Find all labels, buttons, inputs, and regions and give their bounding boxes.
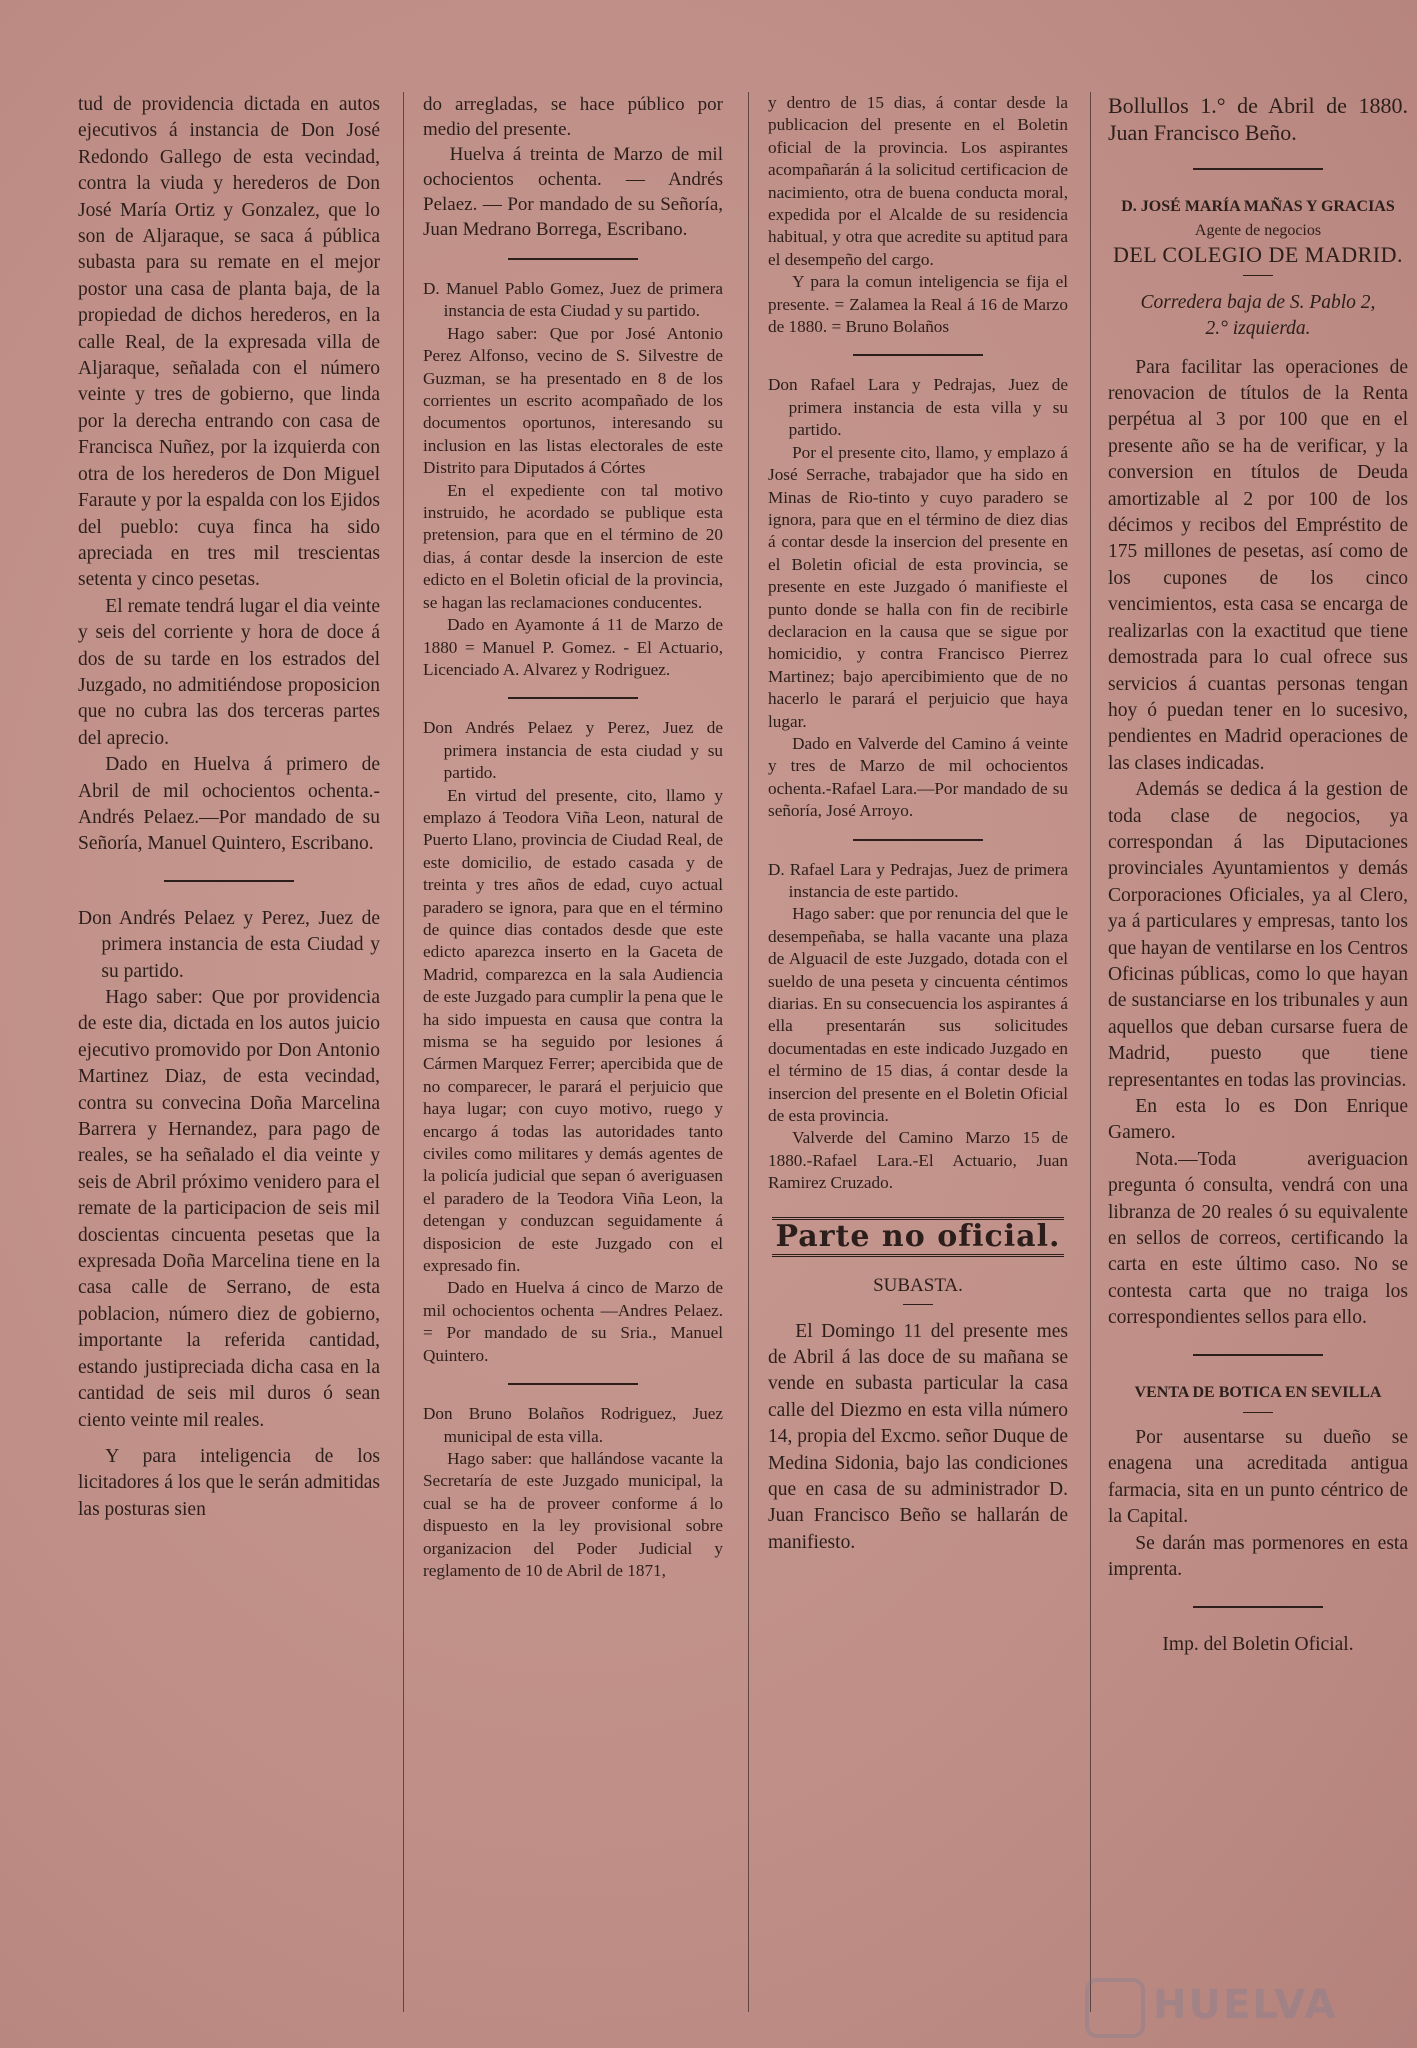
notice-heading: Don Andrés Pelaez y Perez, Juez de primera instancia de esta Ciudad y su partido. xyxy=(78,907,380,982)
text-paragraph: Se darán mas pormenores en esta imprenta. xyxy=(1108,1532,1408,1581)
text-paragraph: Por ausentarse su dueño se enagena una acreditada antigua farmacia, sita en un punto céntrico de la Capital. xyxy=(1108,1427,1408,1528)
separator-rule xyxy=(1243,1412,1273,1413)
column-4 xyxy=(1108,92,1408,2032)
text-paragraph: Nota.—Toda averiguacion pregunta ó consulta, vendrá con una libranza de 20 reales ó su equivalente en sellos de correos, certificando la carta en este último caso. No se contesta carta que no traiga los correspondientes sellos para ello. xyxy=(1108,1148,1408,1329)
column-3 xyxy=(768,92,1068,2032)
text-paragraph: Hago saber: Que por providencia de este dia, dictada en los autos juicio ejecutivo promovido por Don Antonio Martinez Diaz, de esta vecindad, contra su convecina Doña Marcelina Barrera y Hernandez, para pago de reales, se ha señalado el dia veinte y seis de Abril próximo venidero para el remate de la participacion de seis mil doscientas cincuenta pesetas que la expresada Doña Marcelina tiene en la casa calle de Serrano, de esta poblacion, número diez de gobierno, importante la referida cantidad, estando justipreciada dicha casa en la cantidad de seis mil duros ó sean ciento veinte mil reales. xyxy=(78,987,380,1431)
agent-role: Agente de negocios xyxy=(1194,222,1322,240)
separator-rule xyxy=(1193,168,1323,170)
section-heading: Parte no oficial. xyxy=(772,1217,1064,1257)
text-paragraph: Y para inteligencia de los licitadores á los que le serán admitidas las posturas sien xyxy=(78,1445,380,1520)
text-paragraph: Para facilitar las operaciones de renovacion de títulos de la Renta perpétua al 3 por 100 que en el presente año se ha de verificar, y la conversion en títulos de Deuda amortizable al 2 por 100 de los décimos y recibos del Empréstito de 175 millones de pesetas, así como de los cupones de los cinco vencimientos, esta casa se encarga de realizarlas con la exactitud que tiene demostrada para lo cual ofrece sus servicios á cuantas personas tengan hoy ó puedan tener en lo sucesivo, pendientes en Madrid operaciones de las clases indicadas. xyxy=(1108,356,1408,774)
column-1 xyxy=(78,92,380,2032)
text-paragraph: En virtud del presente, cito, llamo y emplazo á Teodora Viña Leon, natural de Puerto Llano, provincia de Ciudad Real, de este domicilio, de estado casada y de treinta y tres años de edad, cuyo actual paradero se ignora, para que en el término de quince dias contados desde que este edicto aparezca inserto en la Gaceta de Madrid, comparezca en la sala Audiencia de este Juzgado para cumplir la pena que le ha sido impuesta en causa que contra la misma se ha seguido por lesiones á Cármen Marquez Ferrer; apercibida que de no comparecer, le parará el perjuicio que haya lugar; con cuyo motivo, ruego y encargo á todas las autoridades tanto civiles como militares y demás agentes de la policía judicial que sepan ó averiguasen el paradero de la Teodora Viña Leon, la detengan y conduzcan seguidamente á disposicion de este Juzgado con el expresado fin. xyxy=(423,785,723,1276)
text-paragraph: do arregladas, se hace público por medio del presente. xyxy=(423,94,723,140)
provincial-seal-icon xyxy=(1085,1978,1145,2038)
notice-heading: D. Manuel Pablo Gomez, Juez de primera instancia de esta Ciudad y su partido. xyxy=(423,279,723,321)
text-paragraph: Hago saber: que hallándose vacante la Secretaría de este Juzgado municipal, la cual se ha de proveer conforme á lo dispuesto en la ley provisional sobre organizacion del Poder Judicial y reglamento de 10 de Abril de 1871, xyxy=(423,1448,723,1580)
watermark xyxy=(1085,1976,1338,2036)
notice-heading: D. Rafael Lara y Pedrajas, Juez de primera instancia de este partido. xyxy=(768,859,1068,901)
text-paragraph: Dado en Ayamonte á 11 de Marzo de 1880 = Manuel P. Gomez. - El Actuario, Licenciado A. Alvarez y Rodriguez. xyxy=(423,615,723,679)
separator-rule xyxy=(508,258,638,260)
text-paragraph: Dado en Huelva á cinco de Marzo de mil ochocientos ochenta —Andres Pelaez. = Por mandado de su Sria., Manuel Quintero. xyxy=(423,1278,723,1365)
separator-rule xyxy=(508,697,638,699)
separator-rule xyxy=(853,354,983,356)
text-paragraph: y dentro de 15 dias, á contar desde la publicacion del presente en el Boletin oficial de la provincia. Los aspirantes acompañarán á la solicitud certificacion de nacimiento, otra de buena conducta moral, expedida por el Alcalde de su residencia habitual, y otra que acredite su aptitud para el desempeño del cargo. xyxy=(768,93,1068,269)
separator-rule xyxy=(508,1383,638,1385)
text-paragraph: Dado en Huelva á primero de Abril de mil ochocientos ochenta.-Andrés Pelaez.—Por mandado de su Señoría, Manuel Quintero, Escribano. xyxy=(78,754,380,855)
agent-name: D. JOSÉ MARÍA MAÑAS Y GRACIAS xyxy=(1121,198,1395,215)
text-paragraph: El Domingo 11 del presente mes de Abril á las doce de su mañana se vende en subasta particular la casa calle del Diezmo en esta villa número 14, propia del Excmo. señor Duque de Medina Sidonia, bajo las condiciones que en casa de su administrador D. Juan Francisco Beño se hallarán de manifiesto. xyxy=(768,1320,1068,1553)
text-paragraph: Además se dedica á la gestion de toda clase de negocios, ya correspondan á las Diputaciones provinciales Ayuntamientos y demás Corporaciones Oficiales, ya al Clero, ya á particulares y empresas, tanto los que hayan de ventilarse en los Centros Oficinas públicas, como lo que hayan de sustanciarse en los tribunales y aun aquellos que deban cursarse fuera de Madrid, puesto que tiene representantes en todas las provincias. xyxy=(1108,779,1408,1091)
agent-address: 2.° izquierda. xyxy=(1205,318,1311,340)
text-paragraph: En esta lo es Don Enrique Gamero. xyxy=(1108,1096,1408,1144)
text-paragraph: Dado en Valverde del Camino á veinte y tres de Marzo de mil ochocientos ochenta.-Rafael Lara.—Por mandado de su señoría, José Arroyo. xyxy=(768,733,1068,821)
separator-rule xyxy=(1193,1606,1323,1608)
separator-rule xyxy=(903,1304,933,1305)
notice-heading: Don Bruno Bolaños Rodriguez, Juez municipal de esta villa. xyxy=(423,1404,723,1446)
separator-rule xyxy=(1193,1354,1323,1356)
watermark-text: HUELVA xyxy=(1153,1982,1338,2028)
text-paragraph: En el expediente con tal motivo instruido, he acordado se publique esta pretension, para que en el término de 20 dias, á contar desde la insercion de este edicto en el Boletin oficial de la provincia, se hagan las reclamaciones conducentes. xyxy=(423,480,723,612)
column-divider xyxy=(1090,92,1091,2012)
column-divider xyxy=(748,92,749,2012)
column-2 xyxy=(423,92,723,2032)
agent-college: DEL COLEGIO DE MADRID. xyxy=(1112,242,1404,268)
notice-heading: Don Andrés Pelaez y Perez, Juez de primera instancia de esta ciudad y su partido. xyxy=(423,718,723,783)
sale-title: VENTA DE BOTICA EN SEVILLA xyxy=(1134,1383,1382,1401)
imprint: Imp. del Boletin Oficial. xyxy=(1162,1633,1354,1655)
separator-rule xyxy=(1243,275,1273,276)
text-paragraph: Hago saber: Que por José Antonio Perez Alfonso, vecino de S. Silvestre de Guzman, se ha presentado en 8 de los corrientes un escrito acompañado de los documentos oportunos, interesando su inclusion en las listas electorales de este Distrito para Diputados á Córtes xyxy=(423,323,723,478)
agent-address: Corredera baja de S. Pablo 2, xyxy=(1140,291,1376,313)
text-paragraph: Hago saber: que por renuncia del que le desempeñaba, se halla vacante una plaza de Alguacil de este Juzgado, dotada con el sueldo de una peseta y cincuenta céntimos diarias. En su consecuencia los aspirantes á ella presentarán sus solicitudes documentadas en este indicado Juzgado en el término de 15 dias, á contar desde la insercion del presente en el Boletin Oficial de esta provincia. xyxy=(768,904,1068,1126)
text-paragraph: Valverde del Camino Marzo 15 de 1880.-Rafael Lara.-El Actuario, Juan Ramirez Cruzado. xyxy=(768,1128,1068,1193)
text-paragraph: Bollullos 1.° de Abril de 1880. Juan Francisco Beño. xyxy=(1108,93,1408,145)
text-paragraph: tud de providencia dictada en autos ejecutivos á instancia de Don José Redondo Gallego de esta vecindad, contra la viuda y herederos de Don José María Ortiz y Gonzalez, que lo son de Aljaraque, se saca á pública subasta para su remate en el mejor postor una casa de planta baja, de la propiedad de dichos herederos, en la calle Real, de la expresada villa de Aljaraque, señalada con el número veinte y tres de gobierno, que linda por la derecha entrando con casa de Francisca Nuñez, por la izquierda con otra de los herederos de Don Miguel Faraute y por la espalda con los Ejidos del pueblo: cuya finca ha sido apreciada en tres mil trescientas setenta y cinco pesetas. xyxy=(78,94,380,591)
separator-rule xyxy=(164,880,294,882)
text-paragraph: Por el presente cito, llamo, y emplazo á José Serrache, trabajador que ha sido en Minas de Rio-tinto y cuyo paradero se ignora, para que en el término de diez dias á contar desde la insercion del presente en el Boletin oficial de esta provincia, se presente en este Juzgado ó manifieste el punto donde se halla con fin de recibirle declaracion en la causa que se sigue por homicidio, y contra Francisco Pierrez Martinez; bajo apercibimiento que de no hacerlo le parará el perjuicio que haya lugar. xyxy=(768,442,1068,731)
text-paragraph: Huelva á treinta de Marzo de mil ochocientos ochenta. — Andrés Pelaez. — Por mandado de su Señoría, Juan Medrano Borrega, Escribano. xyxy=(423,144,723,240)
text-paragraph: Y para la comun inteligencia se fija el presente. = Zalamea la Real á 16 de Marzo de 1880. = Bruno Bolaños xyxy=(768,272,1068,337)
separator-rule xyxy=(853,839,983,841)
subasta-title: SUBASTA. xyxy=(873,1275,963,1297)
notice-heading: Don Rafael Lara y Pedrajas, Juez de primera instancia de esta villa y su partido. xyxy=(768,375,1068,440)
text-paragraph: El remate tendrá lugar el dia veinte y seis del corriente y hora de doce á dos de su tarde en los estrados del Juzgado, no admitiéndose proposicion que no cubra las dos terceras partes del aprecio. xyxy=(78,595,380,749)
column-divider xyxy=(403,92,404,2012)
